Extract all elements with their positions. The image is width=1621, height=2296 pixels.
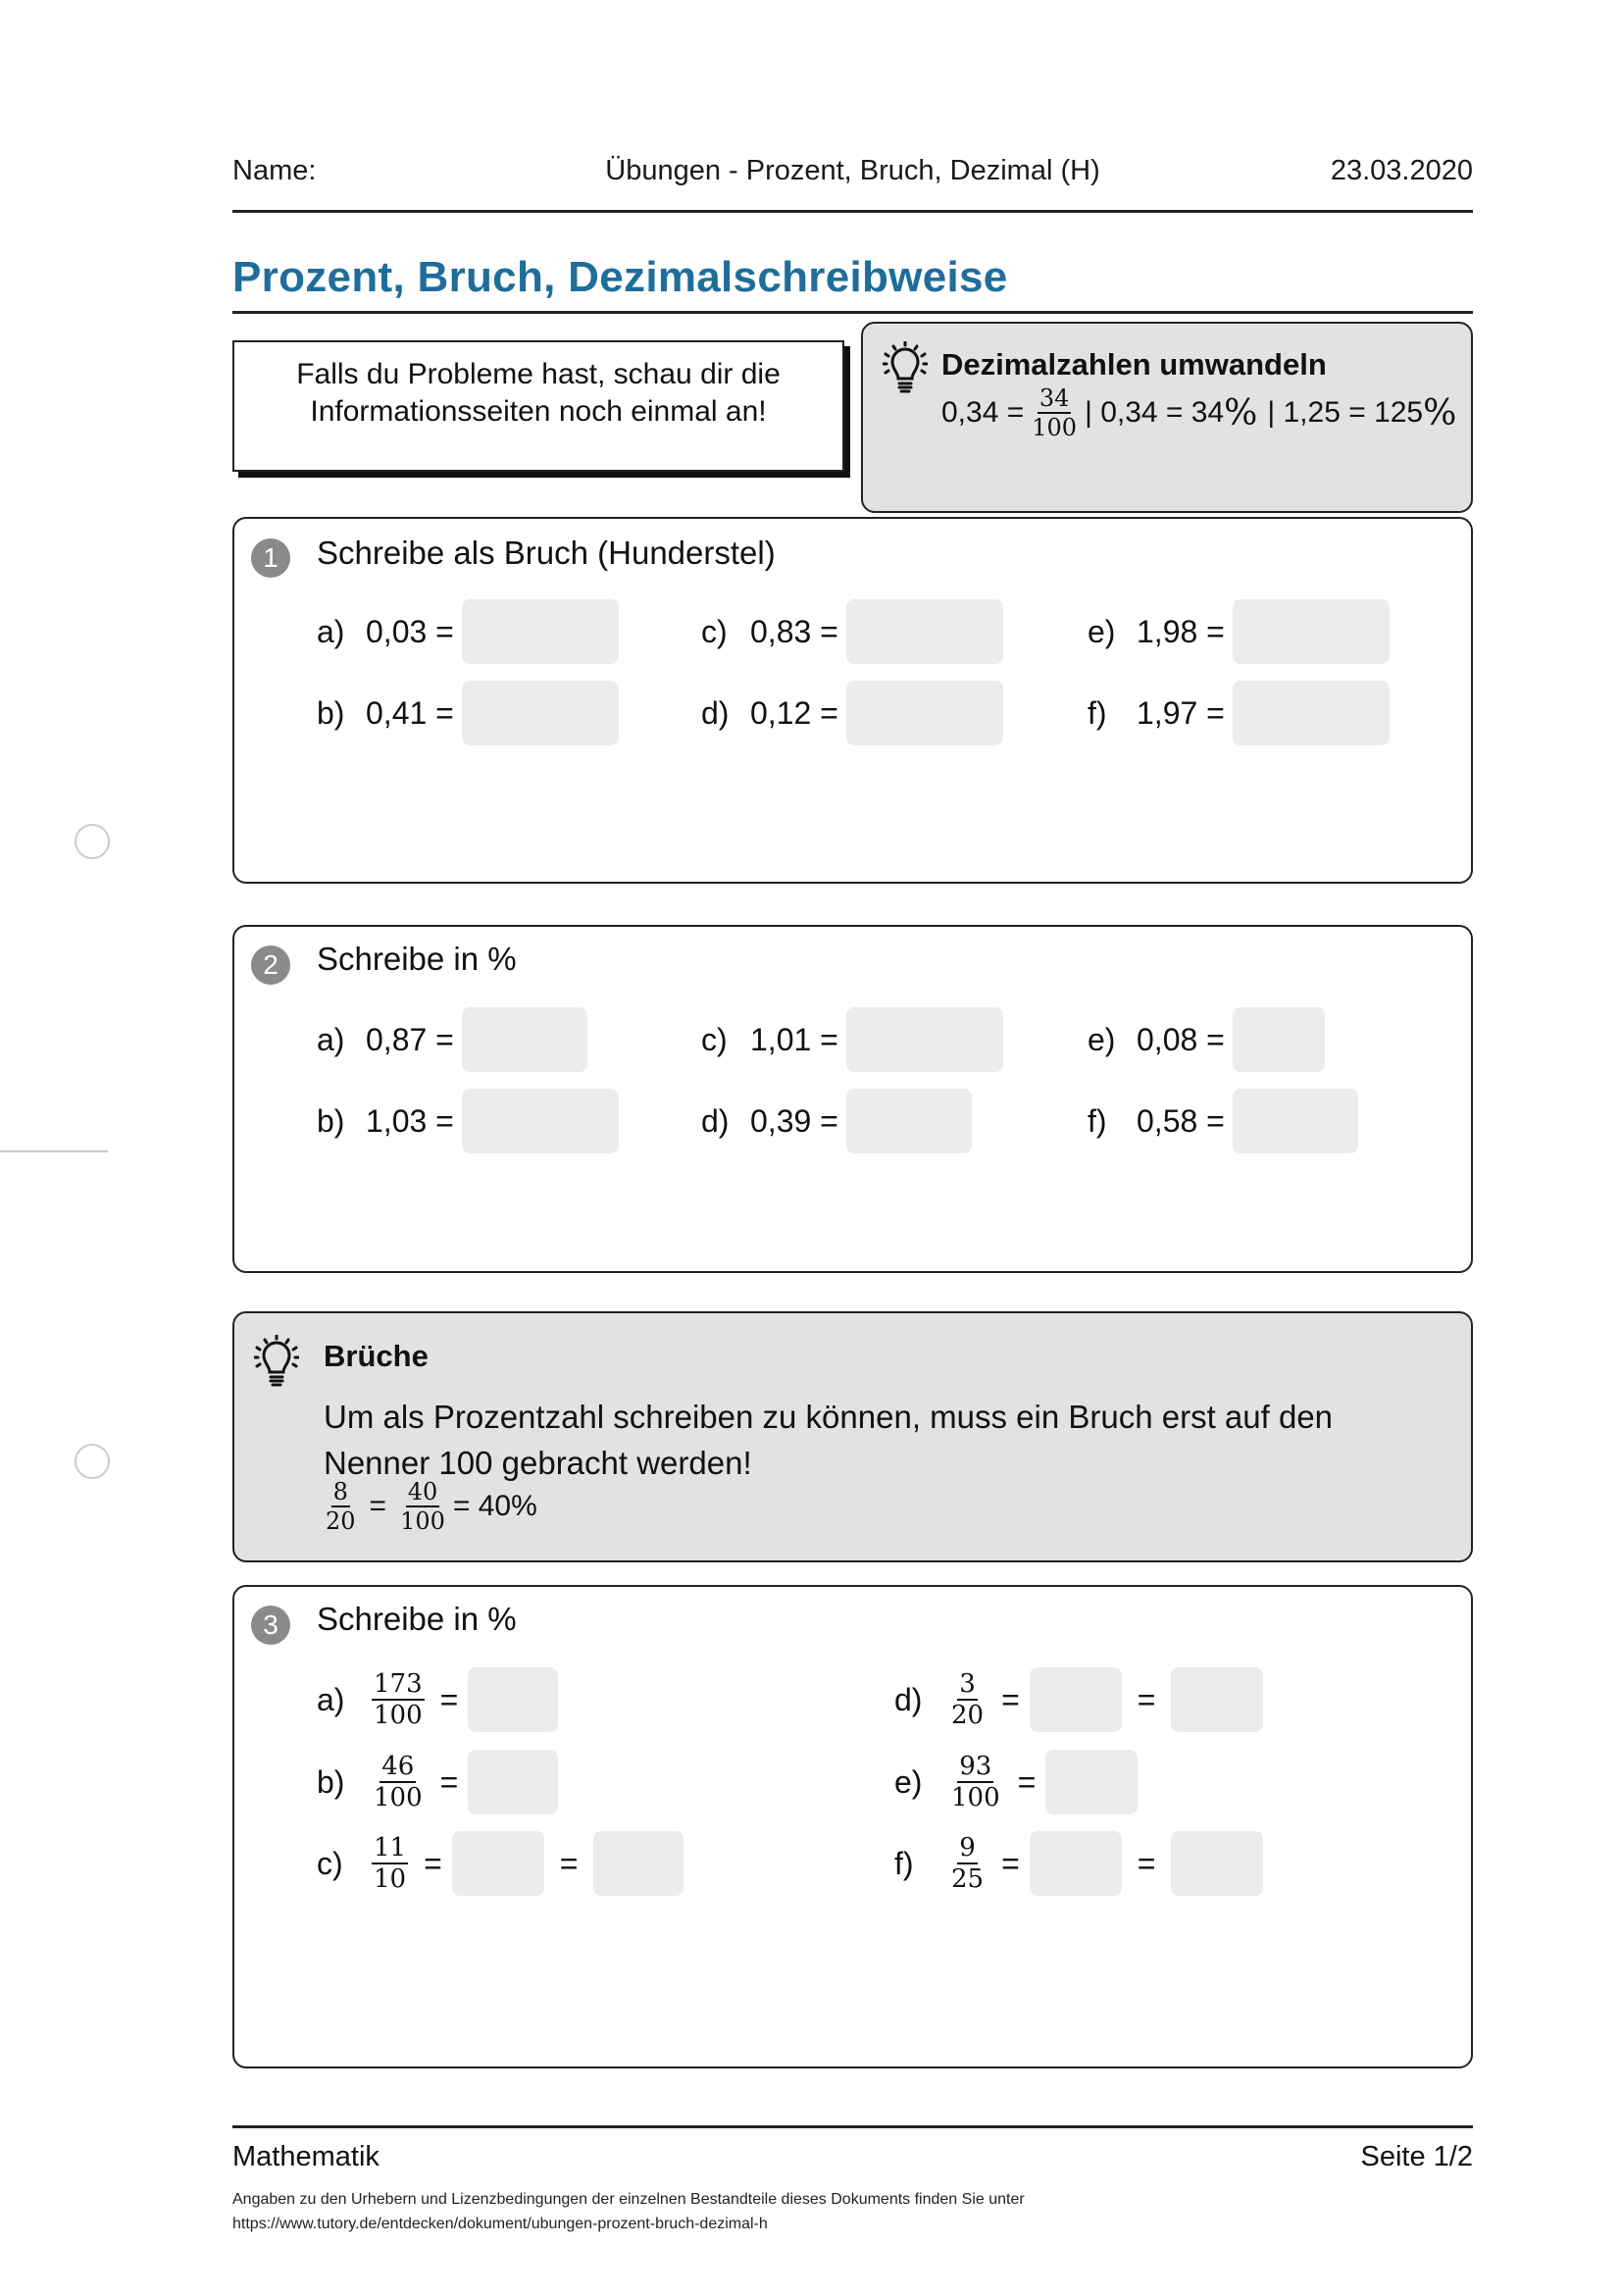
header-divider xyxy=(232,210,1473,213)
answer-field[interactable] xyxy=(462,599,619,664)
name-label: Name: xyxy=(232,155,317,186)
tip-example xyxy=(941,386,1456,439)
hint-line: Falls du Probleme hast, schau dir die xyxy=(296,358,781,390)
equals-sign: = xyxy=(439,1681,459,1717)
fold-mark xyxy=(0,1150,108,1152)
footer-divider xyxy=(232,2125,1473,2128)
task-expression: 0,58 = xyxy=(1137,1102,1225,1139)
exercise-3 xyxy=(232,1585,1473,2068)
denominator: 100 xyxy=(400,1507,445,1535)
task-item xyxy=(894,1831,1263,1896)
task-item xyxy=(701,681,1003,745)
task-expression: 1,97 = xyxy=(1137,694,1225,731)
task-item xyxy=(317,1089,619,1153)
license-note: Angaben zu den Urhebern und Lizenzbedingungen der einzelnen Bestandteile dieses Dokuments finden Sie unter xyxy=(232,2191,1025,2208)
numerator: 173 xyxy=(374,1669,423,1699)
fraction xyxy=(398,1480,447,1533)
answer-field[interactable] xyxy=(468,1750,558,1814)
equals-sign: = xyxy=(1137,1681,1156,1717)
answer-field[interactable] xyxy=(846,1089,972,1153)
task-label: c) xyxy=(317,1845,343,1881)
equals-sign: = xyxy=(1137,1845,1156,1881)
task-expression: 0,39 = xyxy=(750,1102,838,1139)
tip-title: Brüche xyxy=(324,1339,429,1373)
numerator: 8 xyxy=(332,1478,348,1505)
task-label: d) xyxy=(701,1102,730,1139)
task-expression: 0,87 = xyxy=(366,1021,454,1057)
task-expression: 0,03 = xyxy=(366,613,454,649)
fraction xyxy=(1030,386,1079,439)
task-expression: 0,41 = xyxy=(366,694,454,731)
numerator: 40 xyxy=(407,1478,438,1505)
task-item xyxy=(701,1007,1003,1072)
denominator: 100 xyxy=(951,1783,1000,1812)
numerator: 34 xyxy=(1038,384,1070,412)
task-label: a) xyxy=(317,1681,345,1717)
task-item xyxy=(701,1089,972,1153)
denominator: 20 xyxy=(951,1701,985,1730)
answer-field[interactable] xyxy=(462,1089,619,1153)
tip-result: = 40% xyxy=(452,1490,537,1522)
task-expression: 0,83 = xyxy=(750,613,838,649)
punch-hole-mark xyxy=(75,824,110,859)
task-item xyxy=(317,1667,558,1732)
task-expression: 0,08 = xyxy=(1137,1021,1225,1057)
answer-field[interactable] xyxy=(452,1831,544,1896)
answer-field[interactable] xyxy=(846,1007,1003,1072)
task-item xyxy=(1088,681,1390,745)
task-item xyxy=(1088,599,1390,664)
equals-sign: = xyxy=(1017,1763,1037,1800)
answer-field[interactable] xyxy=(1233,681,1390,745)
exercise-2 xyxy=(232,925,1473,1273)
numerator: 46 xyxy=(381,1752,415,1781)
exercise-number-badge: 3 xyxy=(251,1606,290,1645)
task-item xyxy=(894,1667,1263,1732)
task-label: e) xyxy=(1088,1021,1116,1057)
answer-field[interactable] xyxy=(1171,1667,1263,1732)
exercise-number-badge: 2 xyxy=(251,945,290,985)
answer-field[interactable] xyxy=(1171,1831,1263,1896)
task-item xyxy=(317,1007,587,1072)
denominator: 25 xyxy=(951,1864,985,1894)
task-item xyxy=(1088,1007,1325,1072)
answer-field[interactable] xyxy=(1233,1007,1325,1072)
source-link[interactable]: https://www.tutory.de/entdecken/dokument/ubungen-prozent-bruch-dezimal-h xyxy=(232,2216,768,2232)
numerator: 11 xyxy=(374,1833,407,1862)
lightbulb-icon xyxy=(254,1335,299,1390)
tip-box-fractions xyxy=(232,1311,1473,1562)
exercise-number-badge: 1 xyxy=(251,538,290,578)
tip-title: Dezimalzahlen umwandeln xyxy=(941,347,1327,382)
denominator: 10 xyxy=(374,1864,407,1894)
hint-line: Informationsseiten noch einmal an! xyxy=(310,395,767,428)
task-label: c) xyxy=(701,1021,728,1057)
task-label: e) xyxy=(1088,613,1116,649)
answer-field[interactable] xyxy=(1030,1667,1122,1732)
task-label: c) xyxy=(701,613,728,649)
denominator: 100 xyxy=(374,1701,423,1730)
task-label: d) xyxy=(894,1681,923,1717)
numerator: 9 xyxy=(959,1833,976,1862)
answer-field[interactable] xyxy=(1233,1089,1358,1153)
page-title: Prozent, Bruch, Dezimalschreibweise xyxy=(232,253,1008,301)
answer-field[interactable] xyxy=(462,1007,587,1072)
denominator: 100 xyxy=(374,1783,423,1812)
tip-text: | 1,25 = 125 xyxy=(1267,396,1424,429)
fraction xyxy=(324,1480,358,1533)
task-label: d) xyxy=(701,694,730,731)
answer-field[interactable] xyxy=(468,1667,558,1732)
task-item xyxy=(894,1750,1138,1814)
percent-sign: % xyxy=(1224,392,1258,434)
task-expression: 1,98 = xyxy=(1137,613,1225,649)
answer-field[interactable] xyxy=(462,681,619,745)
fraction xyxy=(949,1671,986,1728)
equals-sign: = xyxy=(1001,1681,1020,1717)
fraction xyxy=(949,1835,986,1892)
equals-sign: = xyxy=(424,1845,442,1881)
percent-sign: % xyxy=(1423,392,1457,434)
tip-text: | 0,34 = 34 xyxy=(1085,396,1225,429)
answer-field[interactable] xyxy=(1030,1831,1122,1896)
exercise-title: Schreibe in % xyxy=(317,941,517,977)
task-expression: 1,03 = xyxy=(366,1102,454,1139)
answer-field[interactable] xyxy=(1233,599,1390,664)
denominator: 100 xyxy=(1032,414,1078,441)
punch-hole-mark xyxy=(75,1444,110,1479)
task-label: f) xyxy=(894,1845,914,1881)
task-expression: 1,01 = xyxy=(750,1021,838,1057)
answer-field[interactable] xyxy=(846,599,1003,664)
document-title: Übungen - Prozent, Bruch, Dezimal (H) xyxy=(605,155,1100,186)
lightbulb-icon xyxy=(883,341,928,396)
task-label: b) xyxy=(317,694,345,731)
tip-text: 0,34 = xyxy=(941,396,1025,429)
task-item xyxy=(317,1750,558,1814)
task-label: f) xyxy=(1088,694,1107,731)
equals-sign: = xyxy=(1001,1845,1020,1881)
answer-field[interactable] xyxy=(1045,1750,1138,1814)
task-label: b) xyxy=(317,1102,345,1139)
task-item xyxy=(317,681,619,745)
fraction xyxy=(949,1754,1002,1811)
task-item xyxy=(317,1831,684,1896)
fraction xyxy=(372,1754,425,1811)
footer-subject: Mathematik xyxy=(232,2141,380,2172)
task-label: b) xyxy=(317,1763,345,1800)
denominator: 20 xyxy=(326,1507,356,1535)
answer-field[interactable] xyxy=(593,1831,684,1896)
equals-sign: = xyxy=(559,1845,579,1881)
hint-box xyxy=(232,340,844,472)
task-expression: 0,12 = xyxy=(750,694,838,731)
numerator: 93 xyxy=(959,1752,992,1781)
task-item xyxy=(317,599,619,664)
tip-example xyxy=(324,1480,537,1533)
exercise-title: Schreibe in % xyxy=(317,1601,517,1637)
task-label: e) xyxy=(894,1763,923,1800)
fraction xyxy=(372,1671,425,1728)
document-date: 23.03.2020 xyxy=(1330,155,1473,186)
task-label: f) xyxy=(1088,1102,1107,1139)
equals-sign: = xyxy=(369,1490,387,1522)
page-number: Seite 1/2 xyxy=(1360,2141,1473,2172)
answer-field[interactable] xyxy=(846,681,1003,745)
task-item xyxy=(701,599,1003,664)
equals-sign: = xyxy=(439,1763,459,1800)
tip-body: Um als Prozentzahl schreiben zu können, muss ein Bruch erst auf den Nenner 100 gebracht werden! xyxy=(324,1399,1334,1481)
task-label: a) xyxy=(317,613,345,649)
task-item xyxy=(1088,1089,1358,1153)
numerator: 3 xyxy=(959,1669,976,1699)
task-label: a) xyxy=(317,1021,345,1057)
tip-box-decimals xyxy=(861,322,1473,513)
exercise-title: Schreibe als Bruch (Hunderstel) xyxy=(317,535,776,571)
exercise-1 xyxy=(232,517,1473,884)
fraction xyxy=(372,1835,408,1892)
title-divider xyxy=(232,311,1473,314)
